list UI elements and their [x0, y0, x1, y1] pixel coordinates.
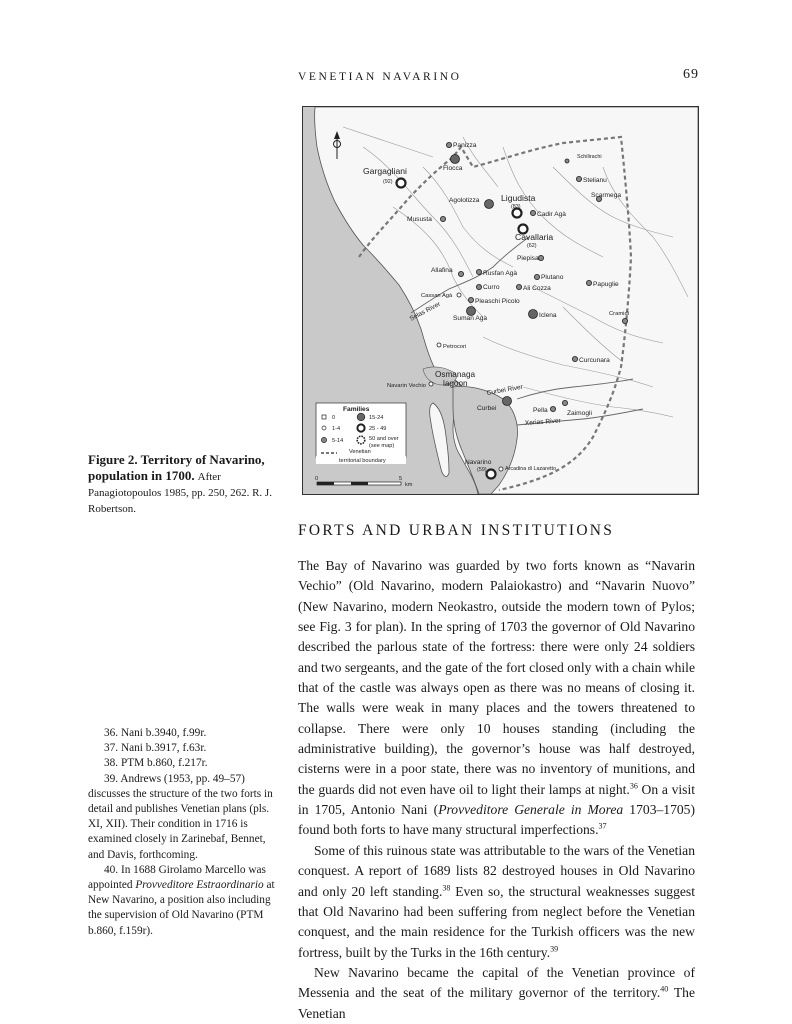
figure-caption: [88, 452, 278, 517]
note-36: 36. Nani b.3940, f.99r.: [104, 727, 207, 739]
body-text: [298, 556, 695, 1024]
note-40-c: at New Navarino, a position also including the supervision of Old Navarino (PTM b.860, f.159r).: [88, 879, 275, 937]
legend-25-49: 25 - 49: [369, 426, 387, 432]
place-schilirachi: Schilirachi: [577, 154, 602, 160]
place-gargagliani: Gargagliani: [363, 166, 407, 176]
lagoon-label-1: Osmanaga: [435, 370, 476, 379]
place-zaimogli: Zaimogli: [567, 410, 592, 417]
place-suman-aga: Suman Agà: [453, 315, 488, 322]
legend-1-4: 1-4: [332, 426, 341, 432]
footnote-ref-40: 40: [660, 984, 669, 994]
paragraph-3: [298, 963, 695, 1024]
footnote-ref-37: 37: [598, 821, 607, 831]
place-allafina: Allafina: [431, 267, 453, 274]
p1-text-a: The Bay of Navarino was guarded by two forts known as “Navarin Vechio” (Old Navarino, modern Palaiokastro) and “Navarin Nuovo” (New Navarino, modern Neokastro, outside the modern town of Pylos; see Fig. 3 for plan). In the spring of 1703 the governor of Old Navarino described the parlous state of the fortress: there were only 24 soldiers and two sergeants, and the gate of the fort closed only with a chain while that of the castle was always open as there was no means of closing it. The walls were weak in many places and the towers threatened to collapse. There were only 10 houses standing (including the administrative building), the governor’s house was half destroyed, cisterns were in a poor state, there was no inventory of munitions, and the guards did not even have oil to light their lamps at night.: [298, 558, 695, 797]
place-cassan-aga: Cassan Agà: [421, 293, 453, 299]
place-pella: Pella: [533, 407, 548, 414]
place-gargagliani-count: (92): [383, 179, 393, 185]
place-papuglie: Papuglie: [593, 281, 619, 288]
place-agolotizza: Agolotizza: [449, 197, 480, 204]
note-40-italic: Provveditore Estraordinario: [135, 879, 264, 892]
place-cavallaria: Cavallaria: [515, 232, 554, 242]
legend-title: Families: [343, 406, 370, 413]
river-label-selas: Selas River: [408, 300, 442, 323]
legend-5-14: 5-14: [332, 438, 344, 444]
place-navarin-vechio: Navarin Vechio: [387, 383, 426, 389]
place-pleaschi-picolo: Pleaschi Picolo: [475, 298, 520, 305]
place-cadir-aga: Cadir Agà: [537, 211, 566, 218]
place-panizza: Panizza: [453, 142, 477, 149]
place-rusfan-aga: Rusfan Agà: [483, 270, 518, 277]
place-scarmega: Scarmega: [591, 192, 622, 199]
place-iclena: Iclena: [539, 312, 557, 319]
p1-text-c: 1703–1705) found both forts to have many structural imperfections.: [298, 802, 695, 838]
place-flocca: Flocca: [443, 165, 463, 172]
footnote-ref-36: 36: [629, 781, 638, 791]
scale-start: 0: [315, 476, 319, 482]
place-ligudista: Ligudista: [501, 193, 536, 203]
place-piepisa: Piepisa: [517, 255, 539, 262]
legend-boundary-2: territorial boundary: [339, 458, 386, 464]
note-39: 39. Andrews (1953, pp. 49–57) discusses the structure of the two forts in detail and publishes Venetian plans (pls. XI, XII). Their condition in 1716 is examined closely in Zarinebaf, Bennet, and Davis, forthcoming.: [88, 772, 273, 861]
place-curcunara: Curcunara: [579, 357, 610, 364]
place-plutano: Plutano: [541, 274, 564, 281]
lagoon-label-2: lagoon: [443, 379, 468, 388]
place-ali-cozza: Ali Cozza: [523, 285, 551, 292]
note-38: 38. PTM b.860, f.217r.: [104, 757, 208, 770]
scale-end: 5: [399, 476, 403, 482]
p3-text-b: The Venetian: [298, 985, 695, 1021]
river-label-xerias: Xerias River: [524, 417, 561, 427]
p2-text-b: Even so, the structural weaknesses suggest that Old Navarino had been suffering from neglect before the Venetian conquest, and the main residence for the Turkish officers was the new fortress, built by the Turks in the 16th century.: [298, 883, 695, 960]
caption-credit: After Panagiotopoulos 1985, pp. 250, 262. R. J. Robertson.: [88, 471, 272, 515]
paragraph-1: [298, 556, 695, 841]
paragraph-2: [298, 841, 695, 963]
legend-15-24: 15-24: [369, 415, 384, 421]
legend-50-over: 50 and over: [369, 436, 399, 442]
p1-italic-title: Provveditore Generale in Morea: [438, 802, 624, 818]
legend-0: 0: [332, 415, 336, 421]
place-navarino-count: (59): [477, 467, 487, 473]
place-ligudista-count: (83): [511, 204, 521, 210]
scale-unit: km: [405, 482, 413, 488]
footnote-ref-38: 38: [442, 882, 451, 892]
place-mususta: Mususta: [407, 216, 432, 223]
running-head: VENETIAN NAVARINO: [298, 71, 462, 83]
place-cramidi: Cramidi: [609, 311, 629, 317]
footnotes: [88, 726, 278, 939]
territory-map: [302, 106, 699, 495]
note-40-a: 40. In 1688 Girolamo Marcello was appointed: [88, 863, 266, 892]
place-curbei: Curbei: [477, 405, 497, 412]
legend-see-map: (see map): [369, 443, 395, 449]
place-arcadina: Arcadina di Lazaretto: [505, 466, 556, 472]
p1-text-b: On a visit in 1705, Antonio Nani (: [298, 781, 696, 818]
p2-text-a: Some of this ruinous state was attributable to the wars of the Venetian conquest. A report of 1689 lists 82 destroyed houses in Old Navarino and only 20 left standing.: [298, 842, 695, 899]
place-stelianu: Stelianu: [583, 177, 607, 184]
section-heading: FORTS AND URBAN INSTITUTIONS: [298, 522, 615, 539]
page-number: 69: [683, 67, 699, 82]
river-label-curbei: Curbei River: [486, 383, 524, 397]
caption-title: Figure 2. Territory of Navarino, population in 1700.: [88, 452, 265, 483]
place-curro: Curro: [483, 284, 500, 291]
footnote-ref-39: 39: [550, 944, 559, 953]
legend-boundary-1: Venetian: [349, 449, 371, 455]
place-navarino: Navarino: [465, 459, 492, 466]
note-37: 37. Nani b.3917, f.63r.: [104, 742, 207, 755]
note-40: [88, 863, 278, 939]
map-legend: [316, 403, 406, 457]
place-petrocori: Petrocori: [443, 344, 467, 350]
p3-text-a: New Navarino became the capital of the Venetian province of Messenia and the seat of the military governor of the territory.: [298, 964, 695, 1001]
place-cavallaria-count: (62): [527, 243, 537, 249]
